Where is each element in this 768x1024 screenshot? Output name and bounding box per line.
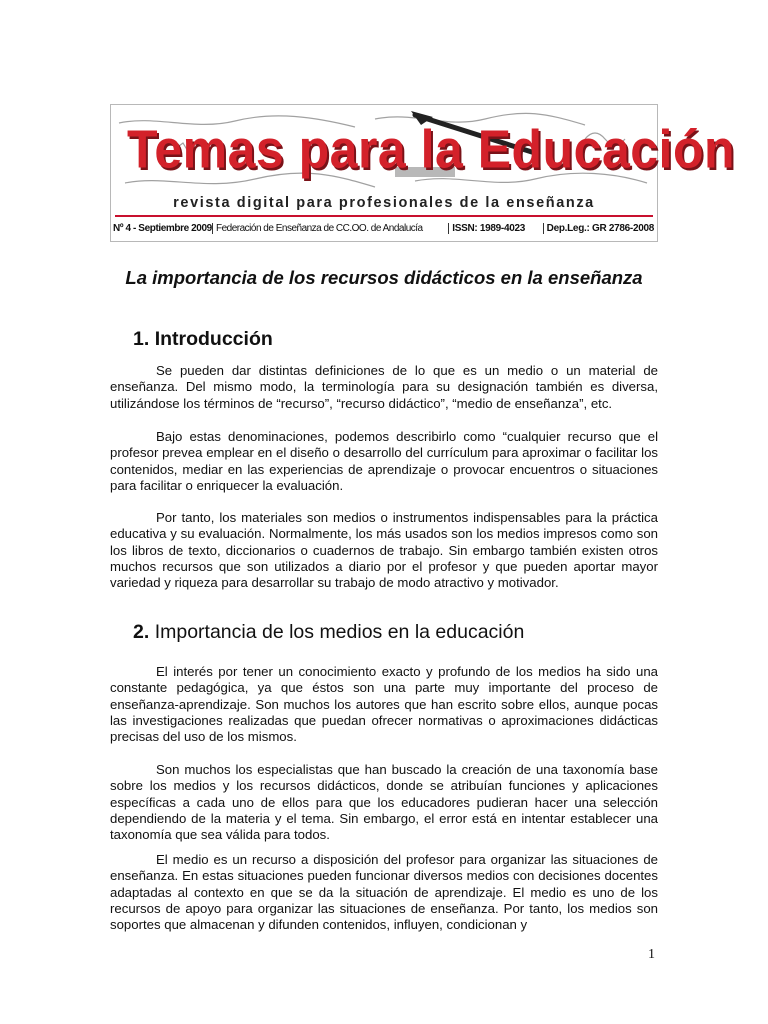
masthead-subtitle: revista digital para profesionales de la enseñanza [173, 195, 595, 211]
masthead-title: Temas para la Educación [127, 119, 736, 180]
masthead-info-bar [113, 220, 657, 237]
paragraph: El interés por tener un conocimiento exacto y profundo de los medios ha sido una constante pedagógica, ya que éstos son una parte muy importante del proceso de enseñanza-aprendizaje. Son muchos los autores que han escrito sobre ellos, aunque pocas las investigaciones realizadas que puedan ofrecer normativas o aproximaciones didácticas precisas del uso de los mismos. [110, 664, 658, 745]
section-heading-importance [133, 620, 524, 644]
section-title: Introducción [154, 328, 273, 350]
masthead-divider [115, 215, 653, 217]
masthead-banner [115, 109, 736, 195]
issn: ISSN: 1989-4023 [448, 223, 542, 234]
paragraph: El medio es un recurso a disposición del profesor para organizar las situaciones de enseñanza. En estas situaciones pueden funcionar diversos medios con decisiones docentes adaptadas al contexto en que se da la situación de aprendizaje. El medio es uno de los recursos de apoyo para organizar las situaciones de enseñanza. Por tanto, los medios son soportes que almacenan y difunden contenidos, influyen, condicionan y [110, 852, 658, 933]
paragraph: Son muchos los especialistas que han buscado la creación de una taxonomía base sobre los medios y los recursos didácticos, donde se atribuían funciones y aplicaciones específicas a cada uno de ellos para que los educadores pudieran hacer una selección dependiendo de la materia y el tema. Sin embargo, el error está en intentar establecer una taxonomía que sea válida para todos. [110, 762, 658, 843]
section-number: 1. [133, 328, 150, 350]
article-title: La importancia de los recursos didácticos en la enseñanza [125, 267, 643, 288]
page-number: 1 [648, 947, 655, 962]
legal-deposit: Dep.Leg.: GR 2786-2008 [543, 223, 657, 234]
masthead [110, 104, 736, 242]
paragraph: Bajo estas denominaciones, podemos describirlo como “cualquier recurso que el profesor prevea emplear en el diseño o desarrollo del currículum para aproximar o facilitar los contenidos, mediar en las experiencias de aprendizaje o provocar encuentros o situaciones para facilitar o enriquecer la evaluación. [110, 429, 658, 493]
issue-number: Nº 4 - Septiembre 2009 [113, 223, 212, 234]
section-title: Importancia de los medios en la educación [154, 621, 525, 643]
paragraph: Por tanto, los materiales son medios o instrumentos indispensables para la práctica educativa y su evaluación. Normalmente, los más usados son los medios impresos como son los libros de texto, diccionarios o cuadernos de trabajo. Sin embargo también existen otros muchos recursos que son utilizados a diario por el profesor y que pueden aportar mayor variedad y riqueza para desarrollar su trabajo de modo atractivo y motivador. [110, 510, 658, 591]
section-number: 2. [133, 621, 150, 643]
paragraph: Se pueden dar distintas definiciones de lo que es un medio o un material de enseñanza. Del mismo modo, la terminología para su designación también es diversa, utilizándose los términos de “recurso”, “recurso didáctico”, “medio de enseñanza”, etc. [110, 363, 658, 411]
publisher: Federación de Enseñanza de CC.OO. de Andalucía [212, 223, 448, 234]
section-heading-introduction [133, 327, 273, 351]
